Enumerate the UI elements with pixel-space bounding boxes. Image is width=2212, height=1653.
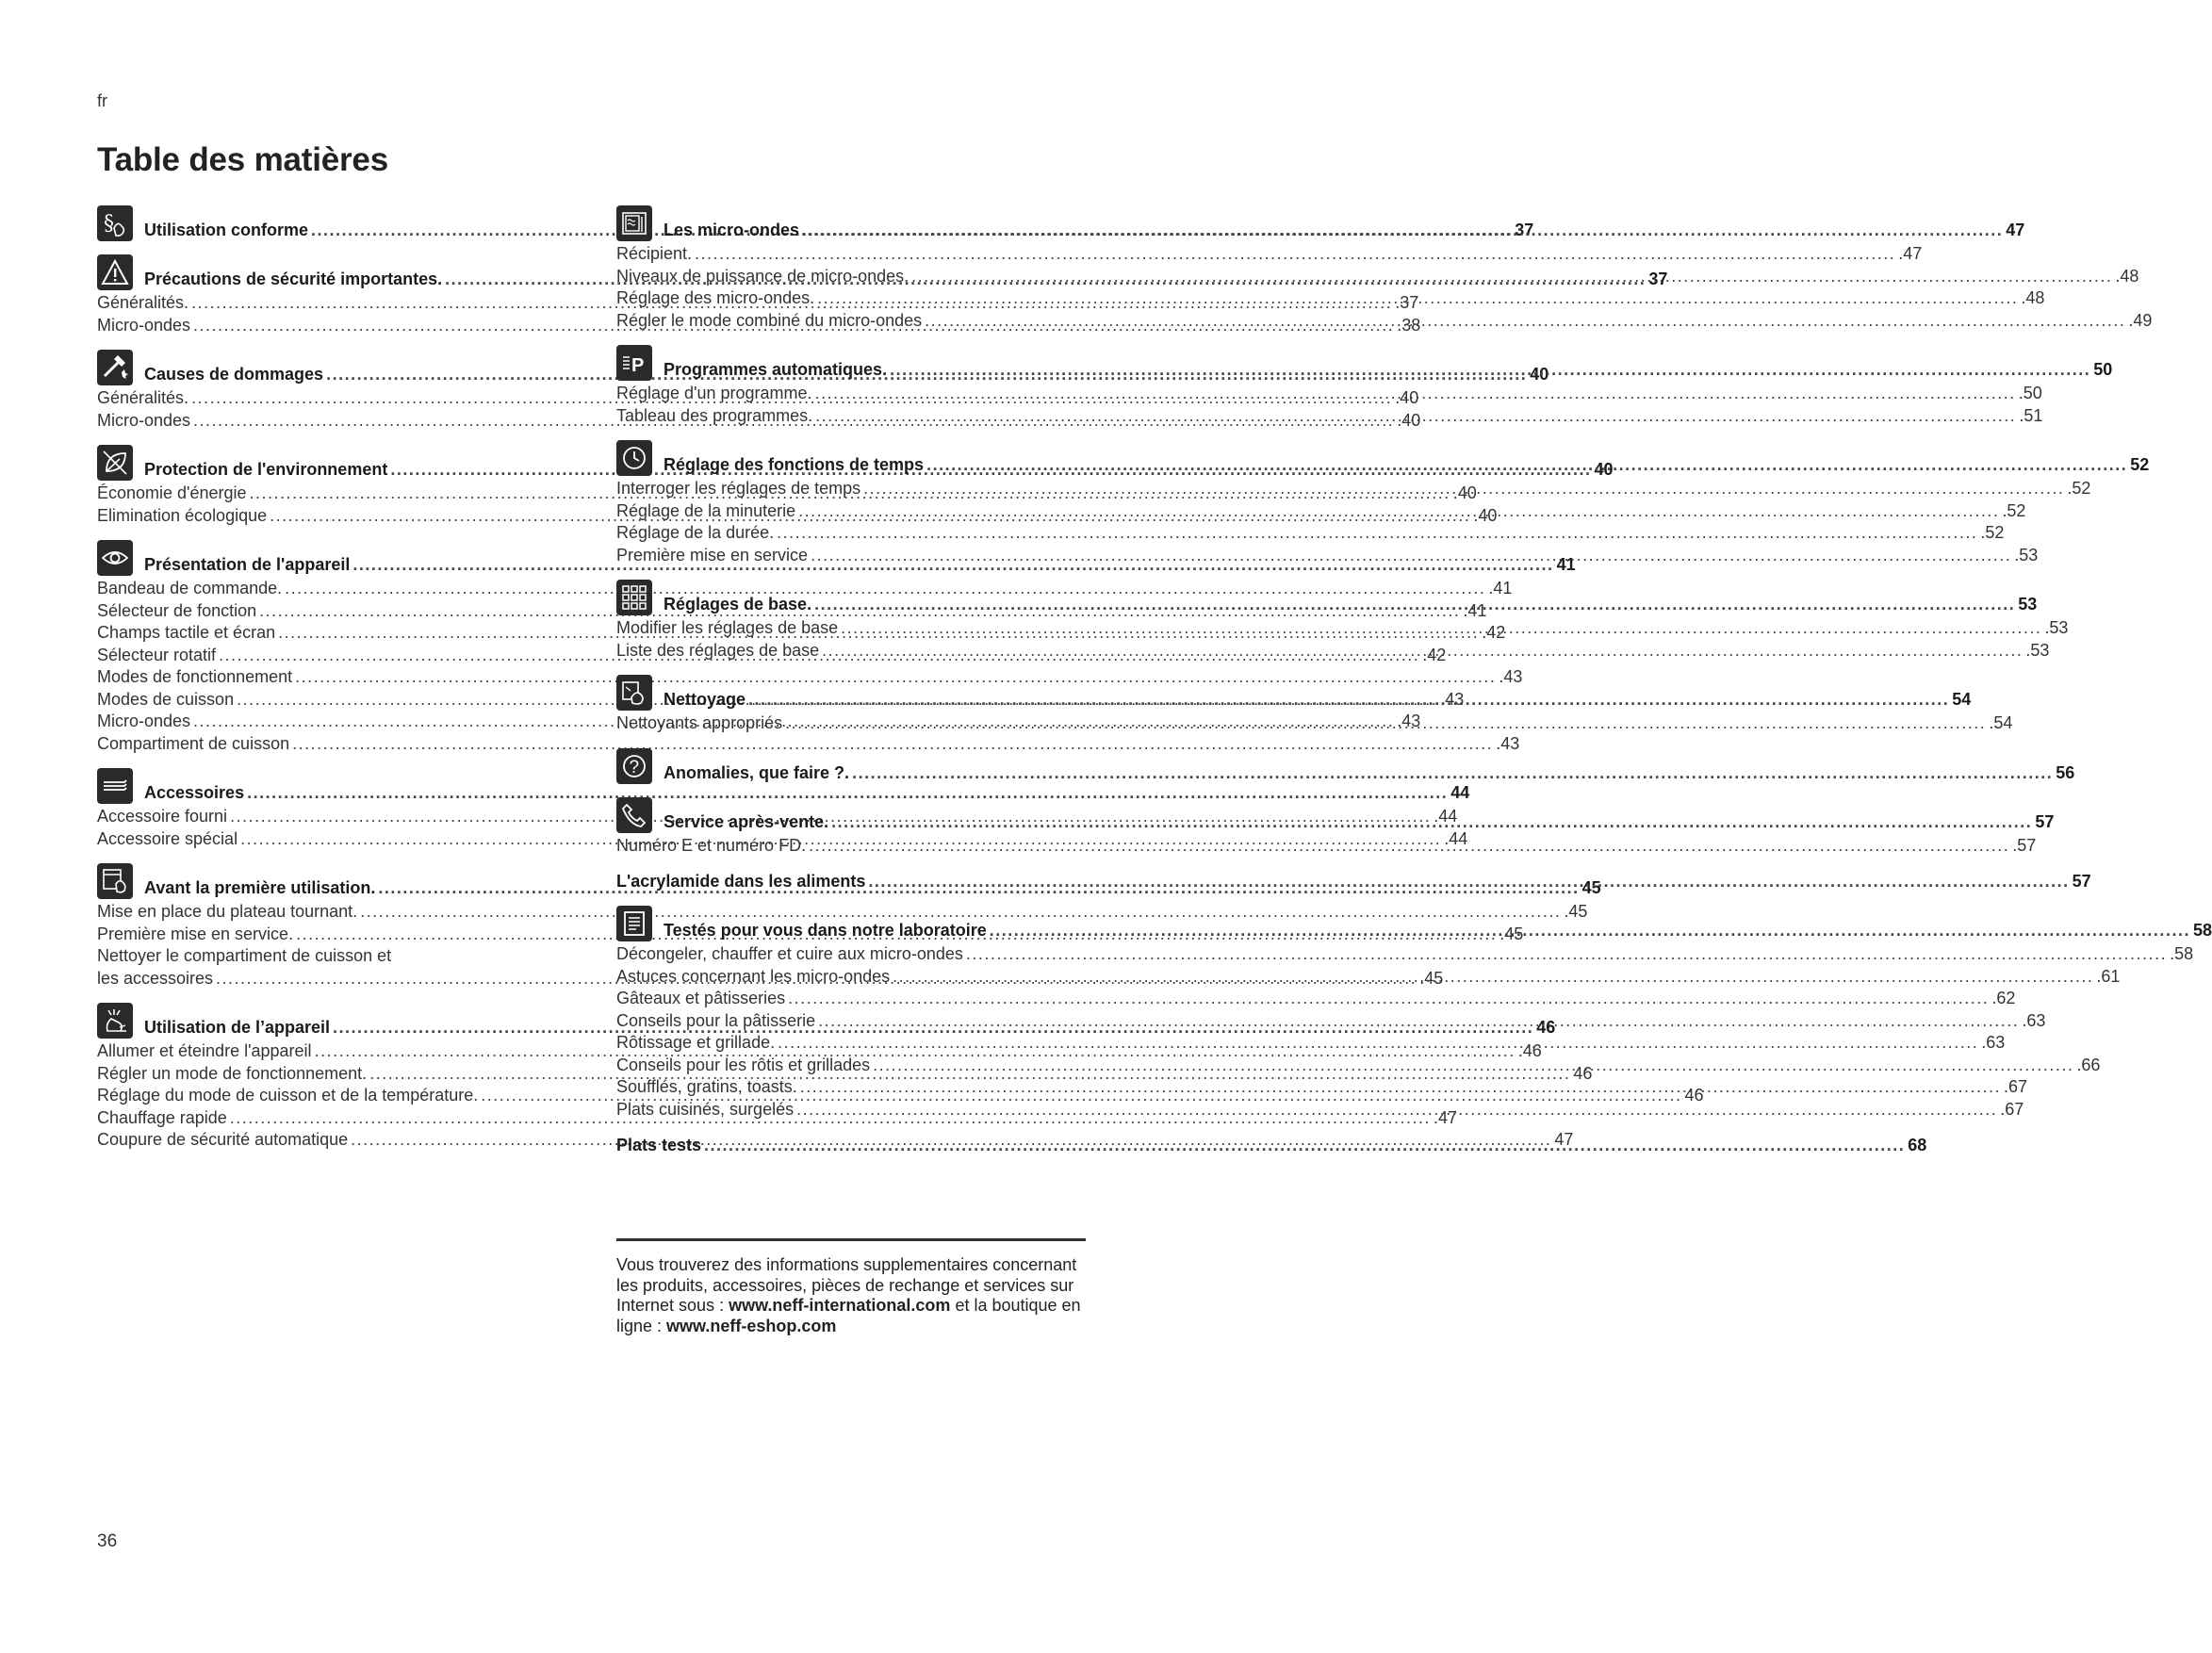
toc-entry-label: Champs tactile et écran [97,623,276,642]
leader-dots [800,1076,2001,1099]
toc-page-number: .38 [1397,315,1421,335]
toc-section-anomalies-que-faire [616,746,2075,784]
toc-entry-label: Conseils pour la pâtisserie [616,1010,816,1030]
toc-entry-label: Tableau des programmes. [616,405,813,425]
leader-dots [831,811,2032,832]
toc-entry-label: Bandeau de commande. [97,579,283,597]
toc-page-number: 47 [1554,1130,1574,1149]
microwave-icon [616,205,652,241]
leader-dots [802,220,2003,240]
toc-heading-link[interactable] [664,920,2212,941]
toc-subentry-line[interactable]: Nettoyer le compartiment de cuisson et [97,946,392,965]
toc-entry-label: Réglage de la minuterie [616,500,796,520]
toc-entry-label: Première mise en service. [97,924,294,943]
toc-page-number: .47 [1898,244,1923,263]
section-heading [616,746,2075,784]
svg-text:§: § [104,212,114,236]
leader-dots [814,594,2015,614]
toc-page-number: .49 [2128,310,2153,330]
toc-entry-label: Modifier les réglages de base [616,618,839,637]
toc-page-number: .53 [2014,545,2039,565]
question-icon [616,748,652,784]
toc-subentry-link[interactable] [616,943,2194,966]
toc-subentry-link[interactable] [97,666,1523,689]
toc-page-number: .42 [1482,623,1506,642]
toc-entry-label: Coupure de sécurité automatique [97,1130,349,1149]
toc-page-number: .43 [1499,667,1523,686]
toc-entry-label: Régler le mode combiné du micro-ondes [616,310,923,330]
toc-page-number: .40 [1397,410,1421,430]
toc-entry-label: Régler un mode de fonctionnement. [97,1063,368,1083]
leader-dots [785,712,1986,735]
toc-page-number: 45 [1581,878,1601,897]
toc-entry-label: Causes de dommages [144,365,324,384]
leader-dots [822,640,2023,663]
toc-page-number: 40 [1594,460,1614,479]
program-p-icon [616,345,652,381]
toc-entry-label: Plats tests [616,1136,702,1154]
toc-page-number: .62 [1991,989,2016,1007]
toc-subentry-link[interactable] [97,901,1588,924]
toc-page-number: .45 [1419,968,1444,988]
toc-entry-label: Généralités. [97,293,189,312]
toc-entry-label: Accessoire spécial [97,828,238,848]
leader-dots [868,871,2069,892]
toc-entry-label: Nettoyants appropriés [616,713,783,732]
leader-dots [852,762,2053,783]
oven-hand-icon [97,863,133,899]
leader-dots [815,405,2016,428]
tray-icon [97,768,133,804]
footer-note [616,1255,1086,1336]
toc-page-number: .42 [1422,645,1447,664]
toc-page-number: .45 [1499,924,1524,943]
toc-entry-label: Niveaux de puissance de micro-ondes. [616,266,909,286]
toc-entry-label: Réglage du mode de cuisson et de la température. [97,1086,479,1105]
toc-page-number: .50 [2018,384,2042,402]
toc-page-number: .45 [1564,902,1588,921]
toc-subentry-link[interactable] [97,733,1520,756]
toc-page-number: 46 [1536,1018,1556,1037]
toc-entry-label: Chauffage rapide [97,1107,227,1127]
toc-page-number: .40 [1473,505,1498,525]
leader-dots [911,266,2112,288]
svg-text:?: ? [629,757,640,777]
svg-text:P: P [631,355,645,376]
toc-entry-label: Modes de fonctionnement [97,667,293,686]
toc-entry-label: Généralités. [97,388,189,407]
toc-page-number: .63 [1981,1033,2006,1052]
warning-triangle-icon [97,254,133,290]
toc-page-number: .54 [1989,713,2013,732]
toc-page-number: .44 [1434,807,1458,826]
toc-heading-link[interactable] [664,811,2054,833]
toc-entry-label: Conseils pour les rôtis et grillades [616,1055,871,1074]
toc-subentry-link[interactable] [97,578,1513,600]
toc-heading-link[interactable] [664,762,2074,784]
toc-page-number: .52 [1980,523,2005,542]
toc-entry-label: Service après-vente. [664,811,829,831]
toc-entry-label: Mise en place du plateau tournant. [97,902,358,921]
language-code: fr [97,91,107,110]
toc-page-number: .47 [1433,1107,1458,1127]
toc-page-number: .67 [2000,1099,2024,1119]
footer-text-1: Vous trouverez des informations supplementaires concernant les produits, accessoires, pièces de rechange et services sur Internet sous : [616,1255,1077,1315]
toc-page-number: 53 [2018,595,2038,614]
toc-entry-label: Rôtissage et grillade. [616,1033,776,1052]
toc-entry-label: Accessoire fourni [97,807,228,826]
toc-entry-label: Avant la première utilisation. [144,878,376,897]
leader-dots [809,835,2009,858]
leader-dots [811,545,2011,567]
toc-entry-label: Interroger les réglages de temps [616,479,861,498]
toc-heading-link[interactable] [664,359,2112,381]
phone-service-icon [616,797,652,833]
toc-entry-label: Protection de l'environnement [144,460,388,479]
toc-entry-label: Micro-ondes [97,712,191,730]
leader-dots [818,1010,2019,1033]
leader-dots [926,454,2127,475]
toc-entry-label: Précautions de sécurité importantes. [144,270,443,288]
toc-page-number: .37 [1395,293,1419,312]
leader-dots [873,1055,2073,1077]
toc-page-number: .53 [2025,640,2050,660]
leader-dots [798,500,1999,523]
leader-dots [815,383,2016,405]
toc-page-number: 46 [1684,1086,1704,1105]
toc-subentry-link[interactable] [616,522,2005,545]
leader-dots [890,359,2090,380]
toc-entry-label: Récipient. [616,244,693,263]
leader-dots [748,689,1949,710]
toc-page-number: .58 [2170,944,2194,963]
toc-page-number: 56 [2056,762,2075,782]
toc-entry-label: Numéro E et numéro FD. [616,835,807,855]
toc-page-number: 44 [1450,783,1470,802]
toc-page-number: .43 [1440,689,1465,709]
hand-touch-icon [97,1003,133,1039]
toc-page-number: 37 [1515,221,1534,239]
toc-page-number: .40 [1452,483,1477,502]
eye-icon [97,540,133,576]
toc-entry-label: Première mise en service [616,545,809,565]
toc-entry-label: Sélecteur de fonction [97,600,257,620]
toc-entry-label: Programmes automatiques. [664,360,888,379]
document-lab-icon [616,906,652,941]
toc-entry-label: Micro-ondes [97,410,191,430]
leader-dots [841,617,2041,640]
footer-link-neff-international[interactable]: www.neff-international.com [729,1296,951,1315]
page-title: Table des matières [97,141,388,178]
toc-page-number: 58 [2192,921,2212,940]
toc-entry-label: Gâteaux et pâtisseries [616,989,786,1007]
toc-entry-label: Utilisation de l’appareil [144,1018,331,1037]
toc-entry-label: Plats cuisinés, surgelés [616,1099,795,1119]
toc-page-number: .41 [1488,579,1513,597]
toc-page-number: 50 [2093,360,2113,379]
toc-entry-label: Allumer et éteindre l'appareil [97,1041,312,1060]
leader-dots [796,1099,1997,1121]
leader-dots [863,478,2064,500]
leader-dots [990,920,2190,941]
leader-dots [925,310,2125,333]
toc-page-number: 46 [1573,1063,1593,1083]
toc-entry-label: Testés pour vous dans notre laboratoire [664,921,987,940]
toc-page-number: .53 [2044,618,2069,637]
leader-dots [893,966,2093,989]
toc-entry-label: Décongeler, chauffer et cuire aux micro-ondes [616,944,963,963]
footer-divider [616,1238,1086,1241]
toc-page-number: .52 [2002,500,2026,520]
toc-page-number: 41 [1556,555,1576,574]
toc-page-number: .46 [1517,1041,1542,1060]
toc-entry-label: Astuces concernant les micro-ondes [616,966,891,986]
toc-heading-link[interactable] [664,454,2149,476]
footer-link-neff-eshop[interactable]: www.neff-eshop.com [666,1316,837,1335]
toc-entry-label: Réglage d'un programme. [616,384,812,402]
toc-heading-link[interactable] [664,689,1971,711]
toc-entry-label: Économie d'énergie [97,483,247,502]
toc-page-number: .61 [2096,966,2121,986]
leader-dots [778,1032,1978,1055]
toc-page-number: .57 [2012,835,2037,855]
footer-text-2: et la boutique en ligne : [616,1296,1081,1335]
toc-subentry-link[interactable] [616,988,2016,1010]
leader-dots [704,1135,1905,1155]
toc-entry-label: Accessoires [144,783,245,802]
toc-page-number: .43 [1397,712,1421,730]
toc-subentry-link[interactable] [616,243,1923,266]
leader-dots [777,522,1977,545]
toc-page-number: .48 [2021,288,2045,307]
toc-page-number: .63 [2022,1010,2046,1030]
leaf-icon [97,445,133,481]
toc-page-number: 52 [2130,455,2150,474]
cleaning-icon [616,675,652,711]
toc-entry-label: Micro-ondes [97,315,191,335]
toc-page-number: 68 [1908,1136,1927,1154]
toc-page-number: 40 [1530,365,1549,384]
toc-page-number: .41 [1463,600,1487,620]
toc-page-number: 47 [2006,221,2025,239]
toc-entry-label: Soufflés, gratins, toasts. [616,1077,797,1096]
grid-settings-icon [616,580,652,615]
toc-page-number: 57 [2035,811,2055,831]
toc-heading-link[interactable] [616,1135,1926,1156]
toc-entry-label: Compartiment de cuisson [97,733,290,753]
toc-page-number: .52 [2067,479,2091,498]
toc-page-number: 54 [1952,690,1972,709]
toc-entry-label: Utilisation conforme [144,221,309,239]
toc-entry-label: Réglage des micro-ondes. [616,288,815,307]
toc-entry-label: Modes de cuisson [97,689,235,709]
toc-heading-link[interactable] [616,871,2091,892]
clock-icon [616,440,652,476]
toc-page-number: .51 [2019,405,2043,425]
toc-page-number: .40 [1395,388,1419,407]
toc-entry-label: Présentation de l'appareil [144,555,351,574]
toc-entry-label: Réglage des fonctions de temps [664,455,925,474]
toc-entry-label: Liste des réglages de base [616,640,820,660]
toc-entry-label: Réglage de la durée. [616,523,775,542]
toc-entry-label: Nettoyage [664,690,746,709]
toc-entry-label: Sélecteur rotatif [97,645,217,664]
toc-entry-label: Elimination écologique [97,505,268,525]
toc-heading-link[interactable] [664,594,2037,615]
toc-entry-label: L'acrylamide dans les aliments [616,872,866,891]
toc-entry-label: Réglages de base. [664,595,812,614]
leader-dots [817,287,2018,310]
toc-heading-link[interactable] [664,220,2024,241]
toc-page-number: .67 [2003,1077,2028,1096]
page-number: 36 [97,1531,118,1551]
toc-entry-label: Anomalies, que faire ?. [664,762,850,782]
toc-entry-label: Les micro-ondes [664,221,800,239]
toc-page-number: .66 [2076,1055,2101,1074]
toc-page-number: .44 [1444,828,1468,848]
leader-dots [695,243,1895,266]
hammer-damage-icon [97,350,133,385]
toc-page-number: .48 [2115,266,2139,286]
leader-dots [788,988,1989,1010]
toc-page-number: .43 [1496,733,1520,753]
toc-page-number: 37 [1648,270,1668,288]
paragraph-hand-icon [97,205,133,241]
toc-entry-label: les accessoires [97,968,214,988]
leader-dots [966,943,2167,966]
toc-page-number: 57 [2072,872,2091,891]
